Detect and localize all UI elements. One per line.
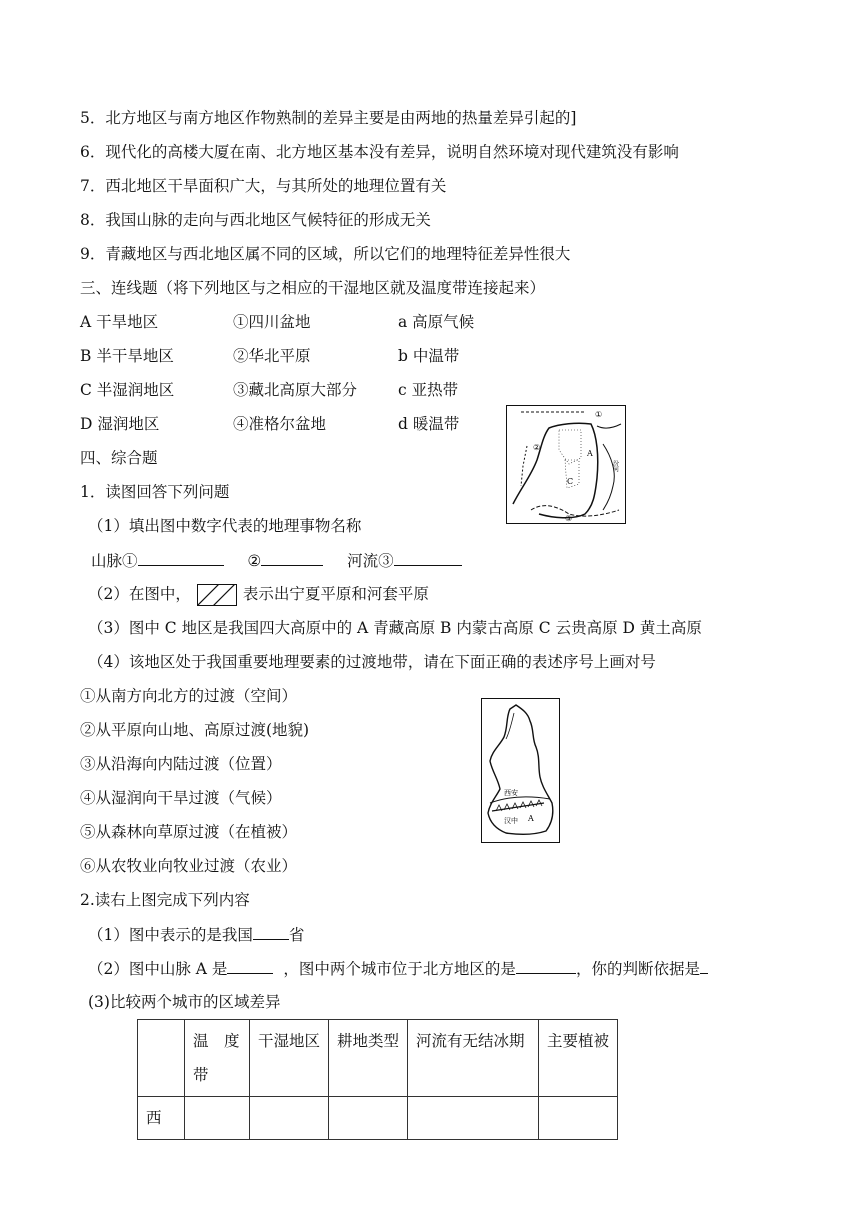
matching-region: D 湿润地区 (80, 415, 160, 433)
north-city-answer-blank[interactable] (516, 957, 576, 974)
q2-title: 2.读右上图完成下列内容 (80, 891, 250, 909)
judgement-item-6: 6．现代化的高楼大厦在南、北方地区基本没有差异，说明自然环境对现代建筑没有影响 (80, 143, 679, 161)
map1-label-a: A (587, 449, 593, 458)
matching-region: B 半干旱地区 (80, 347, 174, 365)
table-cell[interactable] (185, 1097, 250, 1140)
mountain-a-answer-blank[interactable] (227, 957, 273, 974)
matching-place: ③藏北高原大部分 (233, 381, 358, 399)
q1-option[interactable]: ①从南方向北方的过渡（空间） (80, 687, 298, 705)
table-cell[interactable] (329, 1097, 408, 1140)
table-cell: 西 (138, 1097, 185, 1140)
map1-label-c: C (567, 477, 574, 486)
mountain-answer-blank[interactable] (138, 549, 224, 566)
table-header-cell (138, 1020, 185, 1097)
province-answer-blank[interactable] (253, 923, 289, 940)
judgement-item-5: 5．北方地区与南方地区作物熟制的差异主要是由两地的热量差异引起的] (80, 109, 577, 127)
q1-part2-prefix: （2）在图中， (88, 585, 191, 603)
judgement-item-8: 8．我国山脉的走向与西北地区气候特征的形成无关 (80, 211, 431, 229)
matching-heading: 三、连线题（将下列地区与之相应的干湿地区就及温度带连接起来） (80, 279, 546, 297)
map1-label-n1: ① (595, 410, 603, 419)
q2-part2-suffix: ，你的判断依据是 (575, 960, 700, 978)
table-cell[interactable] (250, 1097, 329, 1140)
q1-part2-suffix: 表示出宁夏平原和河套平原 (242, 585, 429, 603)
map-province-drawing (482, 699, 559, 842)
q1-option[interactable]: ③从沿海向内陆过渡（位置） (80, 755, 282, 773)
map-province (481, 698, 560, 843)
matching-place: ④准格尔盆地 (233, 415, 327, 433)
q2-part3: (3)比较两个城市的区域差异 (88, 993, 281, 1011)
q1-part1-blanks (91, 549, 462, 572)
river-answer-blank[interactable] (394, 549, 462, 566)
map1-label-river: 汾河 (611, 460, 619, 472)
q2-part2-middle: ，图中两个城市位于北方地区的是 (283, 960, 516, 978)
q1-two-label: ② (247, 552, 262, 570)
item2-answer-blank[interactable] (261, 549, 323, 566)
q2-part2 (88, 957, 708, 980)
matching-zone: a 高原气候 (398, 313, 475, 331)
matching-place: ②华北平原 (233, 347, 311, 365)
q2-part1-suffix: 省 (288, 926, 305, 944)
reason-answer-blank[interactable] (700, 957, 708, 974)
matching-region: C 半湿润地区 (80, 381, 175, 399)
q1-option[interactable]: ⑥从农牧业向牧业过渡（农业） (80, 857, 298, 875)
judgement-item-9: 9．青藏地区与西北地区属不同的区域，所以它们的地理特征差异性很大 (80, 245, 571, 263)
map-loess-drawing (507, 406, 625, 523)
q2-part1 (88, 923, 304, 946)
judgement-item-7: 7．西北地区干旱面积广大，与其所处的地理位置有关 (80, 177, 447, 195)
table-header-cell: 河流有无结冰期 (408, 1020, 539, 1097)
q2-part1-prefix: （1）图中表示的是我国 (88, 926, 253, 944)
matching-zone: d 暖温带 (398, 415, 460, 433)
comparison-table (137, 1019, 618, 1140)
table-row (138, 1097, 618, 1140)
q1-option[interactable]: ④从湿润向干旱过渡（气候） (80, 789, 282, 807)
q2-part2-prefix: （2）图中山脉 A 是 (88, 960, 228, 978)
table-header-row (138, 1020, 618, 1097)
matching-zone: c 亚热带 (398, 381, 459, 399)
table-cell[interactable] (539, 1097, 618, 1140)
q1-river-label: 河流③ (347, 552, 394, 570)
q1-part1: （1）填出图中数字代表的地理事物名称 (88, 517, 362, 535)
q1-title: 1．读图回答下列问题 (80, 483, 230, 501)
table-header-cell: 主要植被 (539, 1020, 618, 1097)
matching-region: A 干旱地区 (80, 313, 159, 331)
table-header-cell: 耕地类型 (329, 1020, 408, 1097)
synthesis-heading: 四、综合题 (80, 449, 158, 467)
matching-place: ①四川盆地 (233, 313, 311, 331)
q1-option[interactable]: ②从平原向山地、高原过渡(地貌) (80, 721, 310, 739)
table-header-cell: 干湿地区 (250, 1020, 329, 1097)
hatched-legend-icon (197, 584, 237, 606)
map2-label-a: A (528, 814, 534, 823)
map1-label-n2: ② (533, 443, 541, 452)
map1-label-n3: ③ (565, 514, 573, 523)
map-loess-region (506, 405, 626, 524)
q1-part4: （4）该地区处于我国重要地理要素的过渡地带，请在下面正确的表述序号上画对号 (88, 653, 656, 671)
q1-part2 (88, 583, 429, 606)
q1-part3: （3）图中 C 地区是我国四大高原中的 A 青藏高原 B 内蒙古高原 C 云贵高原 D 黄土高原 (88, 619, 702, 637)
q1-mountain-label: 山脉① (91, 552, 138, 570)
matching-zone: b 中温带 (398, 347, 460, 365)
q1-option[interactable]: ⑤从森林向草原过渡（在植被） (80, 823, 298, 841)
table-cell[interactable] (408, 1097, 539, 1140)
map2-label-xian: 西安 (504, 789, 518, 797)
map2-label-hanzhong: 汉中 (504, 817, 518, 825)
table-header-cell: 温 度带 (185, 1020, 250, 1097)
